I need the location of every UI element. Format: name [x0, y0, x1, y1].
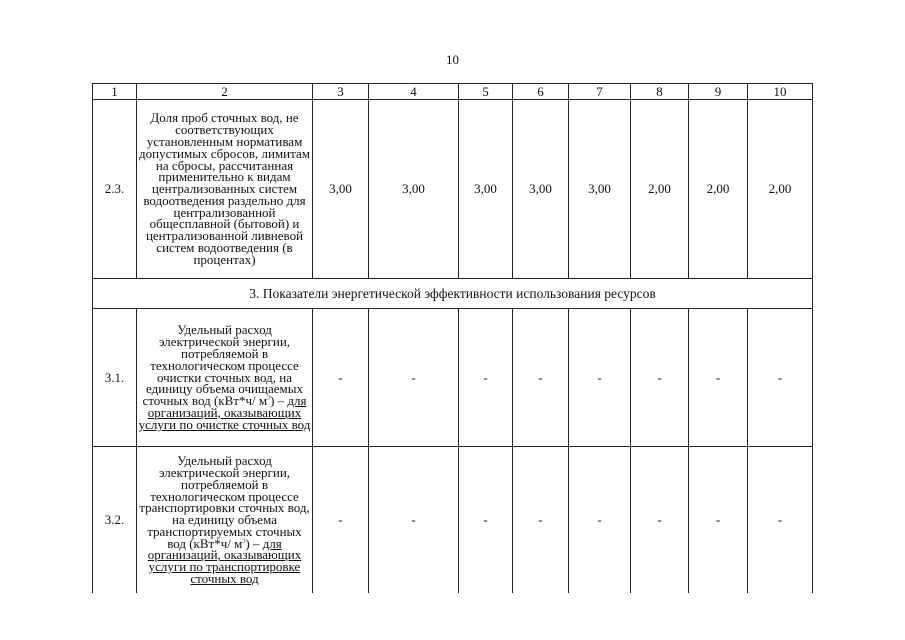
- superscript: 3: [267, 395, 271, 402]
- value-cell: -: [513, 447, 569, 594]
- header-cell: 7: [569, 84, 631, 100]
- value-cell: -: [748, 309, 813, 447]
- table-row-3-1: [93, 309, 813, 447]
- page-number: 10: [446, 52, 459, 67]
- value-cell: -: [689, 309, 748, 447]
- indicator-description: [137, 309, 313, 447]
- indicator-description: [137, 447, 313, 594]
- value-cell: 3,00: [459, 100, 513, 279]
- section-title: 3. Показатели энергетической эффективности использования ресурсов: [93, 279, 813, 309]
- value-cell: 3,00: [313, 100, 369, 279]
- value-cell: 3,00: [513, 100, 569, 279]
- table-row-3-2: [93, 447, 813, 594]
- description-text: Удельный расход электрической энергии, потребляемой в технологическом процессе очистки сточных вод, на единицу объема очищаемых сточных вод (кВт*ч/ м: [142, 322, 303, 409]
- value-cell: 2,00: [631, 100, 689, 279]
- header-cell: 3: [313, 84, 369, 100]
- description-underlined: для организаций, оказывающих услуги по очистке сточных вод: [138, 393, 311, 432]
- header-cell: 10: [748, 84, 813, 100]
- indicator-description: Доля проб сточных вод, не соответствующих установленным нормативам допустимых сбросов, лимитам на сбросы, рассчитанная применительно к видам централизованных систем водоотведения раздельно для централизованной общесплавной (бытовой) и централизованной ливневой систем водоотведения (в процентах): [137, 100, 313, 279]
- header-cell: 1: [93, 84, 137, 100]
- value-cell: -: [631, 309, 689, 447]
- table-row-2-3: [93, 100, 813, 279]
- value-cell: -: [689, 447, 748, 594]
- row-number: 3.2.: [93, 447, 137, 594]
- value-cell: -: [569, 447, 631, 594]
- table-header-row: [93, 84, 813, 100]
- header-cell: 4: [369, 84, 459, 100]
- section-header-row: [93, 279, 813, 309]
- description-dash: ) –: [245, 535, 263, 551]
- superscript: 3: [242, 538, 246, 545]
- value-cell: 2,00: [748, 100, 813, 279]
- header-cell: 5: [459, 84, 513, 100]
- header-cell: 6: [513, 84, 569, 100]
- description-text: Удельный расход электрической энергии, потребляемой в технологическом процессе транспортировки сточных вод, на единицу объема транспортируемых сточных вод (кВт*ч/ м: [139, 453, 310, 551]
- value-cell: -: [369, 447, 459, 594]
- value-cell: -: [313, 309, 369, 447]
- value-cell: 2,00: [689, 100, 748, 279]
- header-cell: 2: [137, 84, 313, 100]
- value-cell: -: [459, 447, 513, 594]
- value-cell: -: [569, 309, 631, 447]
- value-cell: 3,00: [369, 100, 459, 279]
- header-cell: 8: [631, 84, 689, 100]
- value-cell: -: [369, 309, 459, 447]
- header-cell: 9: [689, 84, 748, 100]
- value-cell: -: [748, 447, 813, 594]
- indicators-table: [92, 83, 813, 593]
- description-underlined: для организаций, оказывающих услуги по транспортировке сточных вод: [147, 535, 302, 587]
- row-number: 3.1.: [93, 309, 137, 447]
- value-cell: -: [459, 309, 513, 447]
- value-cell: -: [313, 447, 369, 594]
- value-cell: -: [631, 447, 689, 594]
- description-dash: ) –: [270, 393, 288, 409]
- value-cell: 3,00: [569, 100, 631, 279]
- row-number: 2.3.: [93, 100, 137, 279]
- value-cell: -: [513, 309, 569, 447]
